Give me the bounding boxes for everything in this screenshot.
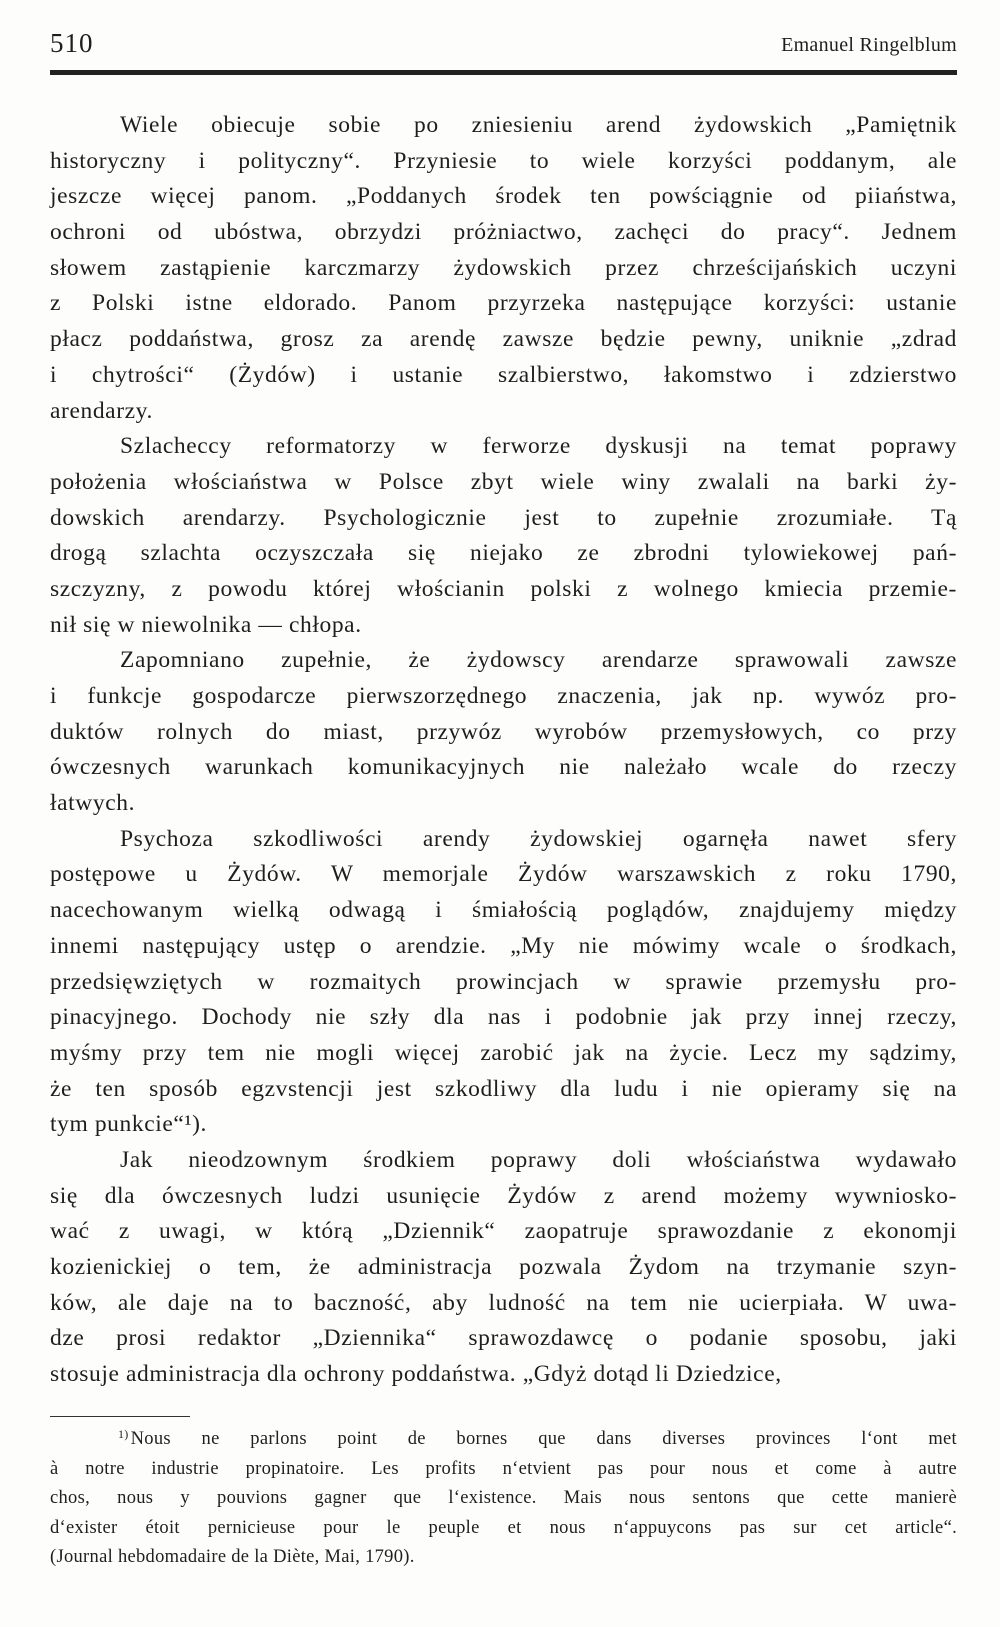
text-line: dze prosi redaktor „Dziennika“ sprawozdawcę o podanie sposobu, jaki [50, 1325, 957, 1352]
text-line: dowskich arendarzy. Psychologicznie jest to zupełnie zrozumiałe. Tą [50, 504, 957, 531]
text-line: ochroni od ubóstwa, obrzydzi próżniactwo, zachęci do pracy“. Jednem [50, 219, 957, 246]
text-line: stosuje administracja dla ochrony poddaństwa. „Gdyż dotąd li Dziedzice, [50, 1361, 782, 1388]
text-line: ówczesnych warunkach komunikacyjnych nie należało wcale do rzeczy [50, 754, 957, 781]
text-line: duktów rolnych do miast, przywóz wyrobów przemysłowych, co przy [50, 718, 957, 745]
text-line: Jak nieodzownym środkiem poprawy doli włościaństwa wydawało [120, 1146, 957, 1173]
footnote-line: à notre industrie propinatoire. Les profits n‘etvient pas pour nous et come à autre [50, 1458, 957, 1479]
footnote-line: chos, nous y pouvions gagner que l‘existence. Mais nous sentons que cette manierè [50, 1488, 957, 1509]
paragraph [50, 1143, 957, 1393]
page-header [50, 28, 957, 64]
text-line: Psychoza szkodliwości arendy żydowskiej ogarnęła nawet sfery [120, 825, 957, 852]
text-line: Zapomniano zupełnie, że żydowscy arendarze sprawowali zawsze [120, 647, 957, 674]
text-line: nacechowanym wielką odwagą i śmiałością poglądów, znajdujemy między [50, 897, 957, 924]
text-line: nił się w niewolnika — chłopa. [50, 611, 362, 638]
page-number: 510 [50, 28, 94, 58]
text-line: położenia włościaństwa w Polsce zbyt wiele winy zwalali na barki ży- [50, 468, 957, 495]
paragraph [50, 643, 957, 821]
footnote [50, 1425, 957, 1573]
text-line: ków, ale daje na to baczność, aby ludność na tem nie ucierpiała. W uwa- [50, 1289, 957, 1316]
text-line: że ten sposób egzvstencji jest szkodliwy dla ludu i nie opieramy się na [50, 1075, 957, 1102]
text-line: przedsięwziętych w rozmaitych prowincjach w sprawie przemysłu pro- [50, 968, 957, 995]
footnote-line [50, 1425, 957, 1455]
text-line: jeszcze więcej panom. „Poddanych środek ten powściągnie od piiaństwa, [50, 183, 957, 210]
paragraph [50, 822, 957, 1143]
text-line: innemi następujący ustęp o arendzie. „My nie mówimy wcale o środkach, [50, 932, 957, 959]
text-line: Szlacheccy reformatorzy w ferworze dyskusji na temat poprawy [120, 433, 957, 460]
footnote-marker: 1) [118, 1427, 129, 1441]
paragraph [50, 429, 957, 643]
text-line: płacz poddaństwa, grosz za arendę zawsze będzie pewny, uniknie „zdrad [50, 326, 957, 353]
text-line: szczyzny, z powodu której włościanin polski z wolnego kmiecia przemie- [50, 575, 957, 602]
text-line: i chytrości“ (Żydów) i ustanie szalbierstwo, łakomstwo i zdzierstwo [50, 361, 957, 388]
text-line: z Polski istne eldorado. Panom przyrzeka następujące korzyści: ustanie [50, 290, 957, 317]
text-line: pinacyjnego. Dochody nie szły dla nas i podobnie jak przy innej rzeczy, [50, 1004, 957, 1031]
text-line: łatwych. [50, 790, 136, 817]
body-text [50, 108, 957, 1393]
text-line: i funkcje gospodarcze pierwszorzędnego znaczenia, jak np. wywóz pro- [50, 683, 957, 709]
text-line: słowem zastąpienie karczmarzy żydowskich przez chrześcijańskich uczyni [50, 254, 957, 281]
text-line: drogą szlachta oczyszczała się niejako ze zbrodni tylowiekowej pań- [50, 540, 957, 567]
text-line: wać z uwagi, w którą „Dziennik“ zaopatruje sprawozdanie z ekonomji [50, 1218, 957, 1245]
text-line: się dla ówczesnych ludzi usunięcie Żydów z arend możemy wywniosko- [50, 1182, 957, 1209]
text-line: postępowe u Żydów. W memorjale Żydów warszawskich z roku 1790, [50, 861, 957, 888]
footnote-line: d‘exister étoit pernicieuse pour le peuple et nous n‘appuycons pas sur cet article“. [50, 1517, 957, 1538]
text-line: arendarzy. [50, 397, 153, 424]
header-rule [50, 70, 957, 75]
text-line: historyczny i polityczny“. Przyniesie to wiele korzyści poddanym, ale [50, 147, 957, 174]
text-line: myśmy przy tem nie mogli więcej zarobić jak na życie. Lecz my sądzimy, [50, 1039, 957, 1066]
text-line: kozienickiej o tem, że administracja pozwala Żydom na trzymanie szyn- [50, 1254, 957, 1280]
paragraph [50, 108, 957, 429]
footnote-text: Nous ne parlons point de bornes que dans diverses provinces l‘ont met [130, 1429, 957, 1449]
text-line: Wiele obiecuje sobie po zniesieniu arend żydowskich „Pamiętnik [120, 112, 957, 138]
text-line: tym punkcie“¹). [50, 1111, 207, 1138]
footnote-line: (Journal hebdomadaire de la Diète, Mai, 1790). [50, 1547, 415, 1568]
footnote-separator [50, 1416, 190, 1417]
running-head: Emanuel Ringelblum [781, 34, 957, 56]
